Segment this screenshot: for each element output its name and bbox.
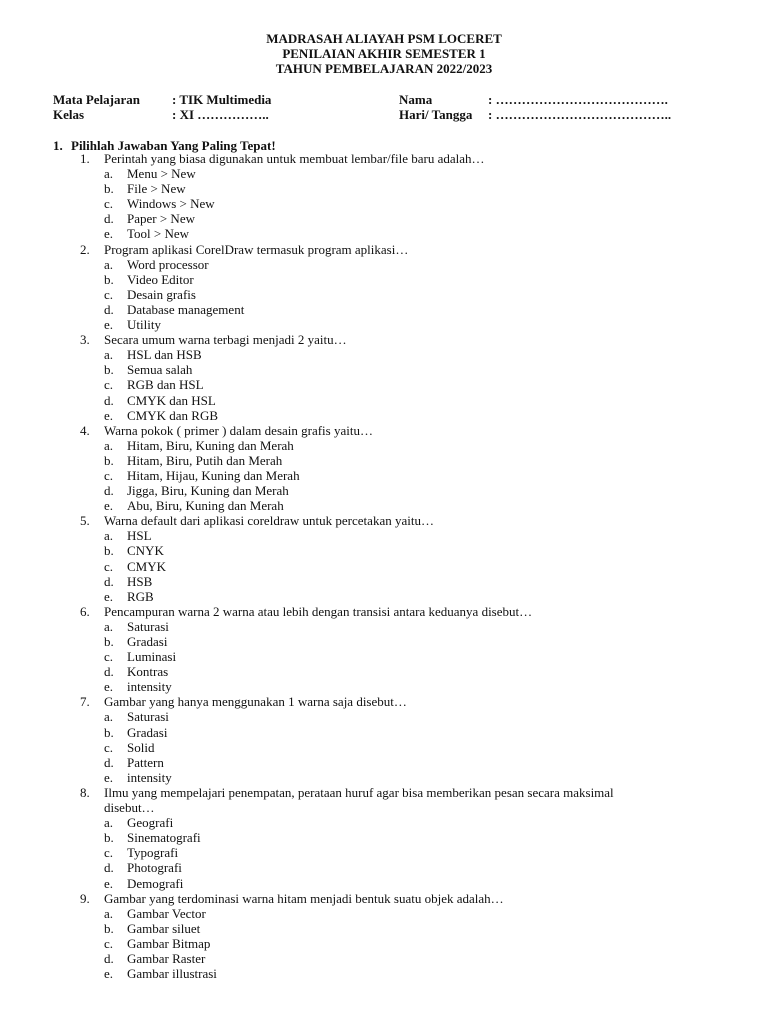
option-text: Word processor <box>127 256 209 272</box>
option-letter: a. <box>104 618 114 634</box>
option-text: Kontras <box>127 664 169 680</box>
answer-option <box>0 166 768 181</box>
option-text: Gambar Bitmap <box>127 935 211 951</box>
option-letter: d. <box>104 860 114 876</box>
answer-option <box>0 876 768 891</box>
option-letter: d. <box>104 483 114 499</box>
option-letter: b. <box>104 543 114 559</box>
option-letter: c. <box>104 649 114 665</box>
option-letter: e. <box>104 769 114 785</box>
answer-option <box>0 393 768 408</box>
option-letter: e. <box>104 679 114 695</box>
question-item <box>0 242 768 333</box>
option-text: Gambar Vector <box>127 905 206 921</box>
option-letter: d. <box>104 211 114 227</box>
question-item <box>0 891 768 982</box>
answer-option <box>0 589 768 604</box>
answer-option <box>0 936 768 951</box>
answer-option <box>0 377 768 392</box>
question-item <box>0 423 768 514</box>
option-text: Sinematografi <box>127 830 201 846</box>
answer-option <box>0 845 768 860</box>
option-text: Gambar siluet <box>127 920 201 936</box>
question-number: 3. <box>80 332 90 348</box>
answer-option <box>0 211 768 226</box>
option-text: CMYK <box>127 558 167 574</box>
answer-option <box>0 483 768 498</box>
option-text: intensity <box>127 679 172 695</box>
option-letter: c. <box>104 935 114 951</box>
answer-option <box>0 815 768 830</box>
option-text: Utility <box>127 317 161 333</box>
option-text: CNYK <box>127 543 164 559</box>
answer-option <box>0 543 768 558</box>
answer-option <box>0 921 768 936</box>
option-text: Demografi <box>127 875 184 891</box>
answer-option <box>0 362 768 377</box>
question-row <box>0 513 768 528</box>
answer-option <box>0 679 768 694</box>
option-letter: b. <box>104 920 114 936</box>
answer-option <box>0 966 768 981</box>
option-text: Hitam, Biru, Kuning dan Merah <box>127 437 294 453</box>
option-text: Saturasi <box>127 618 169 634</box>
class-label: Kelas <box>53 107 85 122</box>
option-text: HSL <box>127 528 152 544</box>
option-letter: c. <box>104 377 114 393</box>
option-text: Gradasi <box>127 634 168 649</box>
answer-option <box>0 649 768 664</box>
answer-option <box>0 181 768 196</box>
option-letter: b. <box>104 634 114 649</box>
answer-option <box>0 438 768 453</box>
question-number: 9. <box>80 890 90 906</box>
school-name: MADRASAH ALIAYAH PSM LOCERET <box>266 31 502 46</box>
question-number: 2. <box>80 241 90 257</box>
option-text: Menu > New <box>127 166 196 182</box>
option-text: Hitam, Hijau, Kuning dan Merah <box>127 467 300 483</box>
option-letter: c. <box>104 467 114 483</box>
answer-option <box>0 196 768 211</box>
option-letter: c. <box>104 196 114 212</box>
class-value: : XI …………….. <box>172 107 269 122</box>
subject-value: : TIK Multimedia <box>172 92 272 107</box>
option-text: Gambar Raster <box>127 950 206 966</box>
option-letter: c. <box>104 558 114 574</box>
name-label: Nama <box>399 92 433 107</box>
option-text: RGB <box>127 588 154 604</box>
option-text: Typografi <box>127 845 179 861</box>
option-letter: e. <box>104 875 114 891</box>
question-item <box>0 785 768 891</box>
option-text: CMYK dan RGB <box>127 407 219 423</box>
option-letter: e. <box>104 966 114 982</box>
option-text: Solid <box>127 739 155 755</box>
answer-option <box>0 559 768 574</box>
option-text: Tool > New <box>127 226 190 242</box>
option-text: HSB <box>127 573 153 589</box>
question-row <box>0 891 768 906</box>
option-letter: a. <box>104 166 114 182</box>
answer-option <box>0 528 768 543</box>
answer-option <box>0 951 768 966</box>
question-item <box>0 332 768 423</box>
option-text: Database management <box>127 301 245 317</box>
question-text: disebut… <box>104 800 155 816</box>
option-letter: d. <box>104 664 114 680</box>
question-item <box>0 513 768 604</box>
option-letter: d. <box>104 573 114 589</box>
answer-option <box>0 906 768 921</box>
option-text: Gambar illustrasi <box>127 966 217 982</box>
option-text: Desain grafis <box>127 286 196 302</box>
exam-title: PENILAIAN AKHIR SEMESTER 1 <box>282 46 486 61</box>
option-text: Abu, Biru, Kuning dan Merah <box>127 498 284 514</box>
answer-option <box>0 619 768 634</box>
option-text: Windows > New <box>127 196 215 212</box>
question-text: Warna default dari aplikasi coreldraw untuk percetakan yaitu… <box>104 513 434 529</box>
option-text: Luminasi <box>127 649 177 665</box>
option-letter: c. <box>104 739 114 755</box>
question-number: 1. <box>80 151 90 166</box>
answer-option <box>0 257 768 272</box>
option-text: Hitam, Biru, Putih dan Merah <box>127 452 283 468</box>
option-letter: e. <box>104 588 114 604</box>
date-field: : ………………………………….. <box>488 107 672 122</box>
question-number: 8. <box>80 784 90 800</box>
question-row <box>0 423 768 438</box>
option-text: File > New <box>127 181 186 197</box>
option-letter: e. <box>104 226 114 242</box>
question-item <box>0 604 768 695</box>
option-text: Video Editor <box>127 271 194 287</box>
question-item <box>0 694 768 785</box>
option-letter: e. <box>104 498 114 514</box>
answer-option <box>0 860 768 875</box>
option-letter: b. <box>104 181 114 197</box>
option-letter: a. <box>104 437 114 453</box>
question-text: Gambar yang hanya menggunakan 1 warna saja disebut… <box>104 694 407 710</box>
option-letter: a. <box>104 528 114 544</box>
answer-option <box>0 574 768 589</box>
option-text: Gradasi <box>127 724 168 740</box>
question-text: Perintah yang biasa digunakan untuk membuat lembar/file baru adalah… <box>104 151 485 166</box>
question-text: Secara umum warna terbagi menjadi 2 yaitu… <box>104 332 347 348</box>
answer-option <box>0 709 768 724</box>
question-text: Warna pokok ( primer ) dalam desain grafis yaitu… <box>104 422 373 438</box>
academic-year: TAHUN PEMBELAJARAN 2022/2023 <box>275 61 493 76</box>
option-letter: e. <box>104 407 114 423</box>
answer-option <box>0 347 768 362</box>
option-letter: b. <box>104 830 114 846</box>
answer-option <box>0 226 768 241</box>
option-text: Photografi <box>127 860 182 876</box>
question-text: Pencampuran warna 2 warna atau lebih dengan transisi antara keduanya disebut… <box>104 603 533 619</box>
answer-option <box>0 272 768 287</box>
answer-option <box>0 498 768 513</box>
option-letter: a. <box>104 347 114 363</box>
answer-option <box>0 408 768 423</box>
question-number: 5. <box>80 513 90 529</box>
option-letter: b. <box>104 362 114 378</box>
section-title: Pilihlah Jawaban Yang Paling Tepat! <box>71 138 276 153</box>
answer-option <box>0 287 768 302</box>
option-letter: c. <box>104 845 114 861</box>
option-text: HSL dan HSB <box>127 347 202 363</box>
name-field: : …………………………………. <box>488 92 668 107</box>
answer-option <box>0 453 768 468</box>
answer-option <box>0 317 768 332</box>
option-letter: b. <box>104 452 114 468</box>
answer-option <box>0 740 768 755</box>
option-text: Semua salah <box>127 362 193 378</box>
answer-option <box>0 634 768 649</box>
option-letter: a. <box>104 815 114 831</box>
question-text: Gambar yang terdominasi warna hitam menjadi bentuk suatu objek adalah… <box>104 890 504 906</box>
answer-option <box>0 770 768 785</box>
question-row <box>0 151 768 166</box>
option-letter: a. <box>104 709 114 725</box>
option-text: Saturasi <box>127 709 169 725</box>
option-letter: d. <box>104 950 114 966</box>
option-text: Jigga, Biru, Kuning dan Merah <box>127 483 289 499</box>
answer-option <box>0 830 768 845</box>
option-letter: b. <box>104 271 114 287</box>
question-text: Ilmu yang mempelajari penempatan, perataan huruf agar bisa memberikan pesan secara maksimal <box>104 784 614 800</box>
option-letter: d. <box>104 754 114 770</box>
question-row <box>0 604 768 619</box>
answer-option <box>0 664 768 679</box>
option-text: CMYK dan HSL <box>127 392 216 408</box>
question-number: 4. <box>80 422 90 438</box>
option-letter: d. <box>104 392 114 408</box>
option-letter: c. <box>104 286 114 302</box>
question-row <box>0 332 768 347</box>
option-letter: d. <box>104 301 114 317</box>
option-text: Pattern <box>127 754 164 770</box>
date-label: Hari/ Tangga <box>399 107 473 122</box>
question-number: 6. <box>80 603 90 619</box>
option-text: Geografi <box>127 815 174 831</box>
answer-option <box>0 755 768 770</box>
option-letter: e. <box>104 317 114 333</box>
option-text: intensity <box>127 769 172 785</box>
question-text: Program aplikasi CorelDraw termasuk program aplikasi… <box>104 241 409 257</box>
section-number: 1. <box>53 138 63 153</box>
answer-option <box>0 468 768 483</box>
question-item <box>0 151 768 242</box>
option-letter: b. <box>104 724 114 740</box>
option-letter: a. <box>104 905 114 921</box>
answer-option <box>0 725 768 740</box>
question-row <box>0 694 768 709</box>
option-letter: a. <box>104 256 114 272</box>
subject-label: Mata Pelajaran <box>53 92 141 107</box>
question-row <box>0 785 768 800</box>
question-list <box>0 151 768 981</box>
option-text: Paper > New <box>127 211 195 227</box>
answer-option <box>0 302 768 317</box>
question-row <box>0 800 768 815</box>
option-text: RGB dan HSL <box>127 377 204 393</box>
question-number: 7. <box>80 694 90 710</box>
question-row <box>0 242 768 257</box>
